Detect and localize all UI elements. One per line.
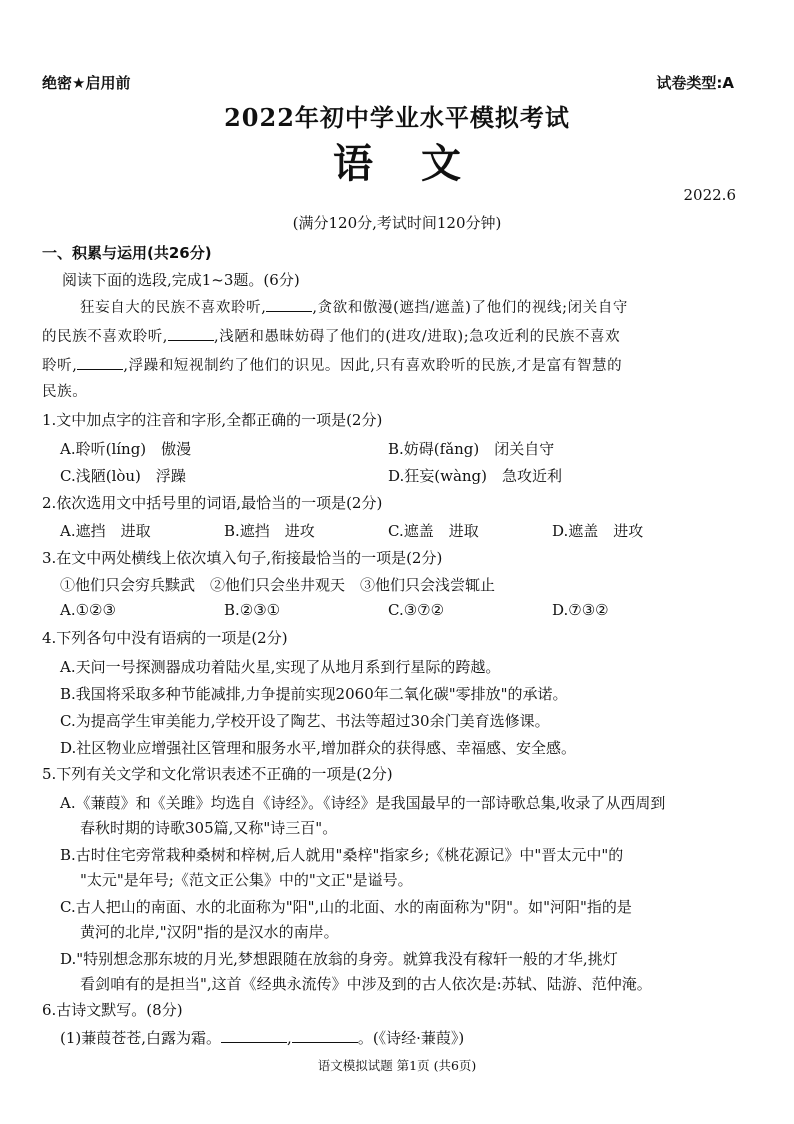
q5-option-b: B.古时住宅旁常栽种桑树和梓树,后人就用"桑梓"指家乡;《桃花源记》中"晋太元中"的 xyxy=(60,846,624,864)
q6-item-1-text: (1)蒹葭苍苍,白露为霜。 xyxy=(60,1029,222,1047)
blank-1 xyxy=(266,297,312,312)
q1-option-d: D.狂妄(wàng) 急攻近利 xyxy=(388,467,563,485)
reading-intro: 阅读下面的选段,完成1~3题。(6分) xyxy=(62,271,300,289)
q6-item-1 xyxy=(60,1027,464,1048)
q6-comma: , xyxy=(287,1029,292,1047)
q5-option-d: D."特别想念那东坡的月光,梦想跟随在放翁的身旁。就算我没有稼轩一般的才华,挑灯 xyxy=(60,950,618,968)
paper-type-label: 试卷类型:A xyxy=(656,74,734,92)
q5-option-a: A.《蒹葭》和《关雎》均选自《诗经》。《诗经》是我国最早的一部诗歌总集,收录了从西周到 xyxy=(60,794,666,812)
q6-blank-2 xyxy=(292,1028,358,1043)
q5-stem: 5.下列有关文学和文化常识表述不正确的一项是(2分) xyxy=(42,765,393,783)
q6-item-1-source: 。(《诗经·蒹葭》) xyxy=(357,1029,465,1047)
q2-option-c: C.遮盖 进取 xyxy=(388,522,479,540)
blank-3 xyxy=(77,355,123,370)
confidential-label: 绝密★启用前 xyxy=(42,74,131,92)
q5-option-c: C.古人把山的南面、水的北面称为"阳",山的北面、水的南面称为"阴"。如"河阳"指的是 xyxy=(60,898,632,916)
q1-option-a: A.聆听(líng) 傲漫 xyxy=(60,440,192,458)
q4-option-d: D.社区物业应增强社区管理和服务水平,增加群众的获得感、幸福感、安全感。 xyxy=(60,739,577,757)
q2-option-b: B.遮挡 进攻 xyxy=(224,522,315,540)
passage-line-1 xyxy=(80,297,790,318)
q4-option-a: A.天问一号探测器成功着陆火星,实现了从地月系到行星际的跨越。 xyxy=(60,658,501,676)
q3-option-b: B.②③① xyxy=(224,601,281,619)
q5-option-c-cont: 黄河的北岸,"汉阴"指的是汉水的南岸。 xyxy=(80,923,339,941)
q1-option-b: B.妨碍(fǎng) 闭关自守 xyxy=(388,440,555,458)
q5-option-d-cont: 看剑咱有的是担当",这首《经典永流传》中涉及到的古人依次是:苏轼、陆游、范仲淹。 xyxy=(80,975,652,993)
passage-text: ,浮躁和短视制约了他们的识见。因此,只有喜欢聆听的民族,才是富有智慧的 xyxy=(123,358,623,374)
q2-option-d: D.遮盖 进攻 xyxy=(552,522,644,540)
exam-title: 2022年初中学业水平模拟考试 xyxy=(224,103,570,132)
q3-option-c: C.③⑦② xyxy=(388,601,445,619)
passage-line-3 xyxy=(42,355,752,376)
q6-blank-1 xyxy=(221,1028,287,1043)
q3-sentences: ①他们只会穷兵黩武 ②他们只会坐井观天 ③他们只会浅尝辄止 xyxy=(60,576,496,594)
passage-line-2 xyxy=(42,326,752,347)
q4-option-c: C.为提高学生审美能力,学校开设了陶艺、书法等超过30余门美育选修课。 xyxy=(60,712,550,730)
q1-stem: 1.文中加点字的注音和字形,全都正确的一项是(2分) xyxy=(42,411,383,429)
q6-stem: 6.古诗文默写。(8分) xyxy=(42,1001,183,1019)
page-footer: 语文模拟试题 第1页 (共6页) xyxy=(317,1058,477,1073)
q4-option-b: B.我国将采取多种节能减排,力争提前实现2060年二氧化碳"零排放"的承诺。 xyxy=(60,685,568,703)
q2-stem: 2.依次选用文中括号里的词语,最恰当的一项是(2分) xyxy=(42,494,383,512)
q2-option-a: A.遮挡 进取 xyxy=(60,522,151,540)
q5-option-a-cont: 春秋时期的诗歌305篇,又称"诗三百"。 xyxy=(80,819,338,837)
section-heading: 一、积累与运用(共26分) xyxy=(42,244,212,262)
passage-text: 聆听, xyxy=(42,358,78,374)
q3-option-a: A.①②③ xyxy=(60,601,116,619)
q4-stem: 4.下列各句中没有语病的一项是(2分) xyxy=(42,629,288,647)
passage-text: ,浅陋和愚昧妨碍了他们的(进攻/进取);急攻近利的民族不喜欢 xyxy=(214,329,621,345)
q3-stem: 3.在文中两处横线上依次填入句子,衔接最恰当的一项是(2分) xyxy=(42,549,443,567)
passage-text: 的民族不喜欢聆听, xyxy=(42,329,169,345)
q3-option-d: D.⑦③② xyxy=(552,601,609,619)
passage-line-4: 民族。 xyxy=(42,384,88,400)
q1-option-c: C.浅陋(lòu) 浮躁 xyxy=(60,467,186,485)
passage-text: ,贪欲和傲漫(遮挡/遮盖)了他们的视线;闭关自守 xyxy=(312,300,629,316)
q5-option-b-cont: "太元"是年号;《范文正公集》中的"文正"是谥号。 xyxy=(80,871,413,889)
blank-2 xyxy=(168,326,214,341)
score-info: (满分120分,考试时间120分钟) xyxy=(292,214,502,232)
passage-text: 狂妄自大的民族不喜欢聆听, xyxy=(80,300,267,316)
exam-date: 2022.6 xyxy=(683,186,736,204)
subject-title: 语文 xyxy=(333,140,509,187)
